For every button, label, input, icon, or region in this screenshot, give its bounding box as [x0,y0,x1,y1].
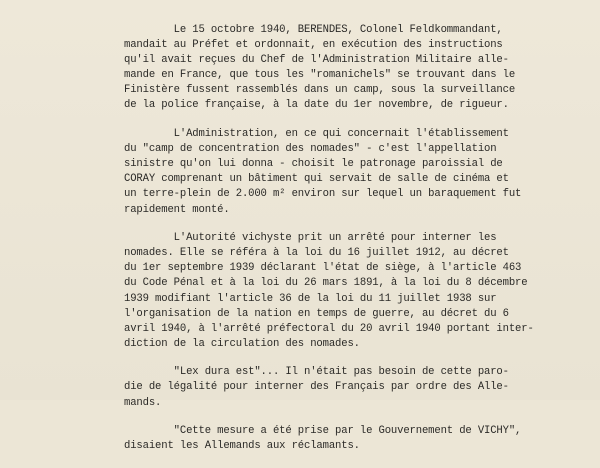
text-line: mands. [124,396,162,409]
text-line: l'organisation de la nation en temps de guerre, au décret du 6 [124,307,509,320]
text-line: disaient les Allemands aux réclamants. [124,440,360,453]
text-line: de la police française, à la date du 1er novembre, de rigueur. [124,99,509,112]
text-line: "Lex dura est"... Il n'était pas besoin de cette paro- [124,366,509,379]
text-line: du Code Pénal et à la loi du 26 mars 1891, à la loi du 8 décembre [124,277,528,290]
text-line: "Cette mesure a été prise par le Gouvernement de VICHY", [124,425,522,438]
paragraph-2 [124,127,586,218]
paragraph-4 [124,365,586,410]
text-line: du 1er septembre 1939 déclarant l'état de siège, à l'article 463 [124,262,522,275]
text-line: rapidement monté. [124,203,230,216]
text-line: du "camp de concentration des nomades" - c'est l'appellation [124,143,497,156]
paragraph-3 [124,231,586,352]
paragraph-1 [124,23,586,114]
text-line: L'Autorité vichyste prit un arrêté pour interner les [124,232,497,245]
text-line: mandait au Préfet et ordonnait, en exécution des instructions [124,39,503,52]
text-line: Le 15 octobre 1940, BERENDES, Colonel Feldkommandant, [124,24,503,36]
text-line: CORAY comprenant un bâtiment qui servait de salle de cinéma et [124,173,509,186]
document-body [124,23,586,468]
text-line: L'Administration, en ce qui concernait l'établissement [124,128,509,141]
text-line: 1939 modifiant l'article 36 de la loi du 11 juillet 1938 sur [124,292,497,305]
paragraph-5 [124,424,586,454]
text-line: Finistère fussent rassemblés dans un camp, sous la surveillance [124,84,516,97]
text-line: mande en France, que tous les "romanichels" se trouvant dans le [124,69,516,82]
text-line: die de légalité pour interner des Français par ordre des Alle- [124,381,509,394]
text-line: qu'il avait reçues du Chef de l'Administration Militaire alle- [124,54,509,67]
text-line: sinistre qu'on lui donna - choisit le patronage paroissial de [124,158,503,171]
text-line: un terre-plein de 2.000 m² environ sur lequel un baraquement fut [124,188,522,201]
text-line: avril 1940, à l'arrêté préfectoral du 20 avril 1940 portant inter- [124,322,534,335]
text-line: diction de la circulation des nomades. [124,337,360,350]
text-line: nomades. Elle se référa à la loi du 16 juillet 1912, au décret [124,247,509,260]
